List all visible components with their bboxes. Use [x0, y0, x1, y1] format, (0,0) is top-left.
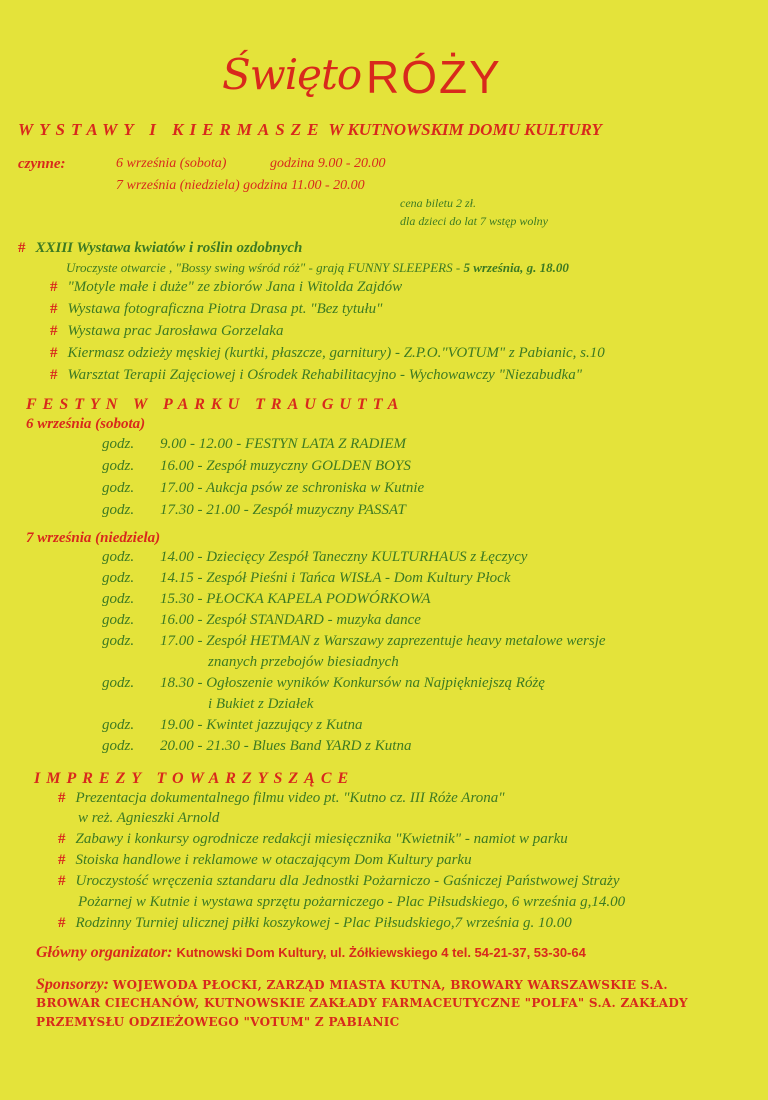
events-title: IMPREZY TOWARZYSZĄCE: [34, 770, 355, 787]
hash-bullet: #: [58, 915, 66, 931]
list-item: [58, 915, 625, 936]
organizer-label: Główny organizator:: [36, 944, 173, 961]
list-item: [50, 367, 605, 389]
subtitle-rest: W KUTNOWSKIM DOMU KULTURY: [328, 120, 602, 139]
schedule-row: [102, 717, 606, 738]
subtitle-spaced: WYSTAWY I KIERMASZE: [18, 120, 325, 139]
godz-label: godz.: [102, 549, 135, 565]
list-item-text: Kiermasz odzieży męskiej (kurtki, płaszcze, garnitury) - Z.P.O."VOTUM" z Pabianic, s.10: [67, 345, 605, 361]
exhibition-title-row: [18, 240, 302, 257]
title-caps: RÓŻY: [366, 51, 502, 103]
exhibition-opening: [66, 260, 569, 276]
schedule-text: 14.15 - Zespół Pieśni i Tańca WISŁA - Dom Kultury Płock: [160, 570, 511, 586]
hash-bullet: #: [50, 279, 58, 295]
list-item-cont: Pożarnej w Kutnie i wystawa sprzętu pożarniczego - Plac Piłsudskiego, 6 września g,14.00: [78, 894, 626, 910]
festyn-day2: 7 września (niedziela): [26, 530, 161, 546]
godz-label: godz.: [102, 612, 135, 628]
godz-label: godz.: [102, 436, 135, 452]
schedule-row-cont: znanych przebojów biesiadnych: [208, 654, 399, 670]
list-item-text: Wystawa prac Jarosława Gorzelaka: [67, 323, 284, 339]
list-item: [50, 279, 605, 301]
hash-bullet: #: [58, 873, 66, 889]
schedule-text: 18.30 - Ogłoszenie wyników Konkursów na Najpiękniejszą Różę: [160, 675, 545, 691]
schedule-row: [102, 591, 606, 612]
exhibition-title: XXIII Wystawa kwiatów i roślin ozdobnych: [35, 240, 303, 256]
list-item: [50, 301, 605, 323]
hash-bullet: #: [50, 345, 58, 361]
festyn-day1: 6 września (sobota): [26, 416, 146, 432]
list-item-cont: w reż. Agnieszki Arnold: [78, 810, 220, 826]
schedule-row: [102, 738, 606, 759]
schedule-text: 14.00 - Dziecięcy Zespół Taneczny KULTURHAUS z Łęczycy: [160, 549, 528, 565]
schedule-row: [102, 570, 606, 591]
schedule-text: 9.00 - 12.00 - FESTYN LATA Z RADIEM: [160, 436, 406, 452]
godz-label: godz.: [102, 502, 135, 518]
godz-label: godz.: [102, 480, 135, 496]
list-item: [50, 323, 605, 345]
list-item: [58, 831, 625, 852]
hours-day2: 7 września (niedziela) godzina 11.00 - 20.00: [116, 178, 365, 193]
schedule-row: [102, 675, 606, 696]
list-item: [50, 345, 605, 367]
list-item-text: "Motyle małe i duże" ze zbiorów Jana i Witolda Zajdów: [67, 279, 403, 295]
godz-label: godz.: [102, 570, 135, 586]
hash-bullet: #: [58, 790, 66, 806]
schedule-text: 15.30 - PŁOCKA KAPELA PODWÓRKOWA: [160, 591, 431, 607]
festyn-day1-schedule: [102, 436, 424, 524]
exhibition-list: [50, 279, 605, 389]
sponsors-line3: PRZEMYSŁU ODZIEŻOWEGO "VOTUM" Z PABIANIC: [36, 1015, 400, 1029]
organizer-text: Kutnowski Dom Kultury, ul. Żółkiewskiego 4 tel. 54-21-37, 53-30-64: [176, 945, 586, 960]
sponsors-row: [36, 976, 668, 994]
hours-day1: 6 września (sobota): [116, 156, 227, 171]
list-item: [58, 852, 625, 873]
hours-label: czynne:: [18, 156, 66, 172]
sponsors-line2: BROWAR CIECHANÓW, KUTNOWSKIE ZAKŁADY FARMACEUTYCZNE "POLFA" S.A. ZAKŁADY: [36, 996, 688, 1010]
list-item: [58, 790, 625, 810]
list-item-text: Prezentacja dokumentalnego filmu video pt. "Kutno cz. III Róże Arona": [75, 790, 505, 806]
schedule-text: 16.00 - Zespół muzyczny GOLDEN BOYS: [160, 458, 411, 474]
festyn-day2-schedule: [102, 549, 606, 759]
schedule-row: [102, 549, 606, 570]
hash-bullet: #: [50, 323, 58, 339]
godz-label: godz.: [102, 458, 135, 474]
list-item: [58, 873, 625, 894]
schedule-text: 16.00 - Zespół STANDARD - muzyka dance: [160, 612, 421, 628]
schedule-row: [102, 436, 424, 458]
ticket-price: cena biletu 2 zł.: [400, 196, 476, 210]
schedule-text: 17.00 - Aukcja psów ze schroniska w Kutnie: [160, 480, 425, 496]
schedule-row: [102, 633, 606, 654]
schedule-text: 19.00 - Kwintet jazzujący z Kutna: [160, 717, 363, 733]
kids-free: dla dzieci do lat 7 wstęp wolny: [400, 214, 548, 228]
hash-bullet: #: [18, 240, 26, 256]
schedule-row: [102, 502, 424, 524]
sponsors-line1: WOJEWODA PŁOCKI, ZARZĄD MIASTA KUTNA, BROWARY WARSZAWSKIE S.A.: [112, 978, 668, 992]
hash-bullet: #: [50, 367, 58, 383]
subtitle: [18, 120, 602, 140]
schedule-text: 20.00 - 21.30 - Blues Band YARD z Kutna: [160, 738, 412, 754]
festyn-title: FESTYN W PARKU TRAUGUTTA: [26, 396, 405, 413]
list-item-text: Rodzinny Turniej ulicznej piłki koszykowej - Plac Piłsudskiego,7 września g. 10.00: [75, 915, 572, 931]
hash-bullet: #: [58, 831, 66, 847]
schedule-row-cont: i Bukiet z Działek: [208, 696, 314, 712]
list-item-text: Warsztat Terapii Zajęciowej i Ośrodek Rehabilitacyjno - Wychowawczy "Niezabudka": [67, 367, 583, 383]
events-list: [58, 790, 625, 936]
list-item-text: Zabawy i konkursy ogrodnicze redakcji miesięcznika "Kwietnik" - namiot w parku: [75, 831, 568, 847]
godz-label: godz.: [102, 738, 135, 754]
opening-text: Uroczyste otwarcie , "Bossy swing wśród róż" - grają FUNNY SLEEPERS -: [66, 260, 461, 275]
list-item-text: Uroczystość wręczenia sztandaru dla Jednostki Pożarniczo - Gaśniczej Państwowej Straży: [75, 873, 620, 889]
organizer-row: [36, 944, 586, 962]
list-item-text: Stoiska handlowe i reklamowe w otaczającym Dom Kultury parku: [75, 852, 472, 868]
schedule-text: 17.00 - Zespół HETMAN z Warszawy zaprezentuje heavy metalowe wersje: [160, 633, 606, 649]
schedule-row: [102, 612, 606, 633]
schedule-row: [102, 480, 424, 502]
hours-day1-time: godzina 9.00 - 20.00: [270, 156, 386, 171]
hash-bullet: #: [50, 301, 58, 317]
hash-bullet: #: [58, 852, 66, 868]
godz-label: godz.: [102, 675, 135, 691]
godz-label: godz.: [102, 633, 135, 649]
schedule-text: 17.30 - 21.00 - Zespół muzyczny PASSAT: [160, 502, 406, 518]
list-item-text: Wystawa fotograficzna Piotra Drasa pt. "Bez tytułu": [67, 301, 383, 317]
godz-label: godz.: [102, 717, 135, 733]
godz-label: godz.: [102, 591, 135, 607]
schedule-row: [102, 458, 424, 480]
opening-date: 5 września, g. 18.00: [463, 260, 569, 275]
sponsors-label: Sponsorzy:: [36, 976, 109, 993]
title-script: Święto: [222, 50, 362, 99]
